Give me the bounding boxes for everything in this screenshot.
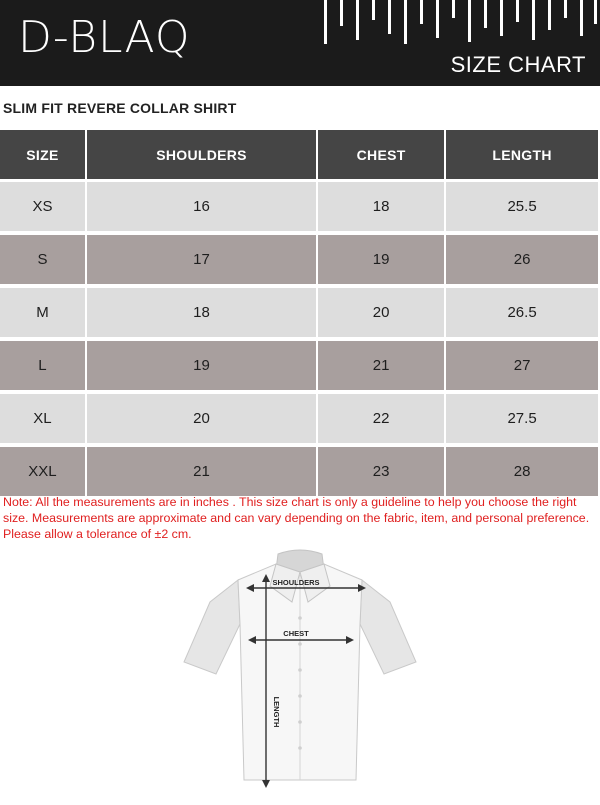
column-header-chest: CHEST bbox=[318, 130, 444, 182]
cell-size: L bbox=[0, 341, 85, 394]
column-header-size: SIZE bbox=[0, 130, 85, 182]
table-row bbox=[0, 182, 598, 235]
cell-chest: 19 bbox=[318, 235, 444, 288]
cell-size: M bbox=[0, 288, 85, 341]
table-row bbox=[0, 394, 598, 447]
cell-chest: 23 bbox=[318, 447, 444, 500]
cell-chest: 21 bbox=[318, 341, 444, 394]
table-header-row bbox=[0, 130, 598, 182]
cell-length: 26.5 bbox=[446, 288, 598, 341]
shirt-illustration bbox=[180, 540, 420, 800]
table-row bbox=[0, 341, 598, 394]
header-banner bbox=[0, 0, 600, 86]
cell-chest: 22 bbox=[318, 394, 444, 447]
length-label: LENGTH bbox=[272, 696, 281, 728]
table-row bbox=[0, 447, 598, 500]
shirt-diagram bbox=[180, 540, 420, 800]
cell-shoulders: 17 bbox=[87, 235, 316, 288]
brand-logo: D-BLAQ bbox=[18, 12, 191, 63]
shoulders-label: SHOULDERS bbox=[272, 578, 320, 587]
cell-length: 25.5 bbox=[446, 182, 598, 235]
product-title: SLIM FIT REVERE COLLAR SHIRT bbox=[3, 100, 237, 116]
barcode-decoration bbox=[320, 0, 600, 50]
cell-shoulders: 19 bbox=[87, 341, 316, 394]
column-header-length: LENGTH bbox=[446, 130, 598, 182]
cell-length: 26 bbox=[446, 235, 598, 288]
cell-length: 27.5 bbox=[446, 394, 598, 447]
cell-shoulders: 18 bbox=[87, 288, 316, 341]
cell-size: S bbox=[0, 235, 85, 288]
cell-chest: 18 bbox=[318, 182, 444, 235]
cell-size: XS bbox=[0, 182, 85, 235]
measurement-note: Note: All the measurements are in inches . This size chart is only a guideline to help you choose the right size. Measurements are approximate and can vary depending on the fabric, item, and personal preference. Please allow a tolerance of ±2 cm. bbox=[3, 495, 590, 541]
cell-size: XXL bbox=[0, 447, 85, 500]
table-row bbox=[0, 288, 598, 341]
cell-shoulders: 21 bbox=[87, 447, 316, 500]
column-header-shoulders: SHOULDERS bbox=[87, 130, 316, 182]
cell-chest: 20 bbox=[318, 288, 444, 341]
size-chart-title: SIZE CHART bbox=[450, 52, 586, 77]
table-row bbox=[0, 235, 598, 288]
cell-length: 27 bbox=[446, 341, 598, 394]
cell-shoulders: 20 bbox=[87, 394, 316, 447]
size-table bbox=[0, 130, 600, 500]
cell-shoulders: 16 bbox=[87, 182, 316, 235]
cell-size: XL bbox=[0, 394, 85, 447]
chest-label: CHEST bbox=[283, 629, 309, 638]
cell-length: 28 bbox=[446, 447, 598, 500]
